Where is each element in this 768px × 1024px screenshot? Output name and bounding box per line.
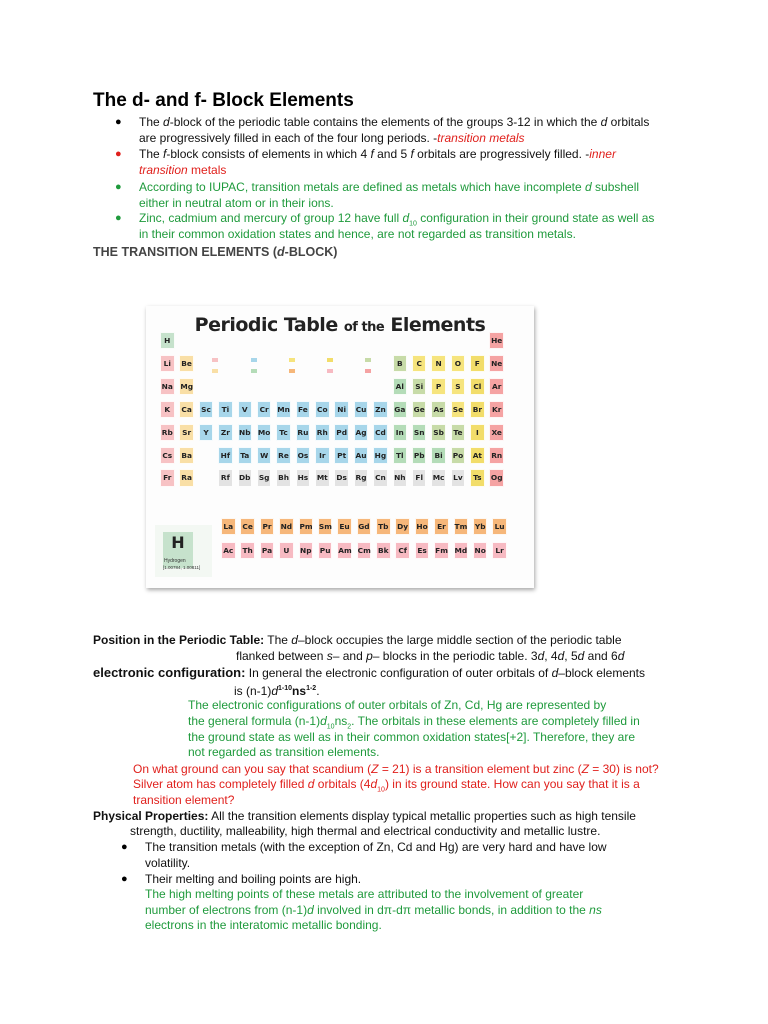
element-cell-sb: Sb xyxy=(431,424,446,441)
element-cell-sc: Sc xyxy=(199,401,214,418)
text-segment: d xyxy=(307,777,315,791)
element-cell-sm: Sm xyxy=(318,518,333,535)
element-cell-fr: Fr xyxy=(160,469,175,486)
question-line3: transition element? xyxy=(133,793,235,807)
element-cell-be: Be xyxy=(179,355,194,372)
bullet-text-segment: and 5 xyxy=(373,147,411,161)
green-paragraph-line1: The electronic configurations of outer orbitals of Zn, Cd, Hg are represented by xyxy=(188,698,607,712)
position-label: Position in the Periodic Table: xyxy=(93,633,265,647)
element-cell-ca: Ca xyxy=(179,401,194,418)
element-cell-mn: Mn xyxy=(276,401,291,418)
bullet-text-segment: f xyxy=(370,147,374,161)
formula-ns: ns xyxy=(292,684,307,698)
legend-swatch xyxy=(212,358,218,362)
element-cell-rg: Rg xyxy=(354,469,369,486)
element-cell-cn: Cn xyxy=(373,469,388,486)
element-cell-in: In xyxy=(393,424,408,441)
physical-green-d: d xyxy=(307,903,314,917)
physical-bullet1-line2: volatility. xyxy=(145,856,191,870)
element-cell-as: As xyxy=(431,401,446,418)
bullet-text-segment: orbitals xyxy=(607,115,650,129)
bullet-icon: ● xyxy=(121,873,128,885)
element-cell-nh: Nh xyxy=(393,469,408,486)
element-cell-xe: Xe xyxy=(489,424,504,441)
key-element-name: Hydrogen xyxy=(164,558,186,564)
element-cell-al: Al xyxy=(393,378,408,395)
element-cell-at: At xyxy=(470,447,485,464)
element-cell-f: F xyxy=(470,355,485,372)
pt-title-main: Periodic Table xyxy=(194,314,338,336)
text-segment: orbitals (4 xyxy=(314,777,371,791)
element-cell-kr: Kr xyxy=(489,401,504,418)
element-cell-co: Co xyxy=(315,401,330,418)
physical-green-pre: number of electrons from (n-1) xyxy=(145,903,308,917)
page-title: The d- and f- Block Elements xyxy=(93,90,354,111)
electronic-config-line1 xyxy=(93,665,645,681)
text-segment: d xyxy=(577,649,585,663)
bullet-text-segment: f xyxy=(410,147,414,161)
physical-bullet2: Their melting and boiling points are high. xyxy=(145,872,362,886)
text-segment: , 4 xyxy=(544,649,558,663)
bullet-text-line xyxy=(139,130,525,146)
physical-properties-label: Physical Properties: xyxy=(93,809,209,823)
element-cell-n: N xyxy=(431,355,446,372)
element-cell-pt: Pt xyxy=(334,447,349,464)
element-cell-mo: Mo xyxy=(257,424,272,441)
bullet-text-segment: Zinc, cadmium and mercury of group 12 have full xyxy=(139,211,403,225)
physical-green-line3: electrons in the interatomic metallic bonding. xyxy=(145,918,382,932)
text-segment: On what ground can you say that scandium ( xyxy=(133,762,372,776)
text-segment: s xyxy=(326,649,333,663)
element-cell-sr: Sr xyxy=(179,424,194,441)
element-cell-mt: Mt xyxy=(315,469,330,486)
element-cell-hs: Hs xyxy=(296,469,311,486)
bullet-text-segment: d xyxy=(402,211,410,225)
element-cell-lv: Lv xyxy=(451,469,466,486)
bullet-text-segment: 10 xyxy=(409,220,417,228)
bullet-text-line xyxy=(139,114,649,130)
physical-green-ns: ns xyxy=(589,903,602,917)
element-cell-md: Md xyxy=(454,542,469,559)
text-segment: 10 xyxy=(377,786,385,794)
element-cell-si: Si xyxy=(412,378,427,395)
element-cell-sn: Sn xyxy=(412,424,427,441)
element-cell-cr: Cr xyxy=(257,401,272,418)
element-cell-tb: Tb xyxy=(376,518,391,535)
green-formula-d: d xyxy=(320,714,327,728)
element-cell-pb: Pb xyxy=(412,447,427,464)
bullet-text-line xyxy=(139,195,334,211)
bullet-text-segment: configuration in their ground state as well as xyxy=(416,211,655,225)
text-segment: d xyxy=(557,649,565,663)
element-cell-b: B xyxy=(393,355,408,372)
green-paragraph-line4: not regarded as transition elements. xyxy=(188,745,380,759)
element-cell-ta: Ta xyxy=(238,447,253,464)
element-cell-bi: Bi xyxy=(431,447,446,464)
element-cell-zr: Zr xyxy=(218,424,233,441)
bullet-text-line xyxy=(139,162,226,178)
legend-swatch xyxy=(327,369,333,373)
element-cell-nb: Nb xyxy=(238,424,253,441)
position-text: The xyxy=(264,633,292,647)
bullet-text-segment: metals xyxy=(187,163,227,177)
section-heading-text: THE TRANSITION ELEMENTS ( xyxy=(93,245,278,259)
formula-prefix: is (n-1) xyxy=(234,684,272,698)
element-cell-ru: Ru xyxy=(296,424,311,441)
element-cell-os: Os xyxy=(296,447,311,464)
bullet-icon: ● xyxy=(121,841,128,853)
element-cell-v: V xyxy=(238,401,253,418)
green-formula-ns: ns xyxy=(334,714,348,728)
element-cell-db: Db xyxy=(238,469,253,486)
text-segment: Z xyxy=(371,762,379,776)
formula-sup1: 1-10 xyxy=(278,685,293,692)
bullet-text-segment: are progressively filled in each of the four long periods. - xyxy=(139,131,438,145)
element-cell-ne: Ne xyxy=(489,355,504,372)
element-cell-s: S xyxy=(451,378,466,395)
element-cell-np: Np xyxy=(299,542,314,559)
green-formula-post: . The orbitals in these elements are completely filled in xyxy=(351,714,640,728)
position-text-end: –block occupies the large middle section of the periodic table xyxy=(297,633,622,647)
element-cell-eu: Eu xyxy=(337,518,352,535)
element-cell-i: I xyxy=(470,424,485,441)
element-cell-au: Au xyxy=(354,447,369,464)
electronic-config-italic: d xyxy=(551,666,559,680)
green-paragraph-line2 xyxy=(188,713,640,729)
green-formula-sub2: 2 xyxy=(347,723,352,731)
key-element-mass: [1.00784, 1.00811] xyxy=(163,565,201,570)
element-cell-ar: Ar xyxy=(489,378,504,395)
section-heading-end: -BLOCK) xyxy=(284,245,338,259)
question-line1 xyxy=(133,761,659,777)
element-cell-es: Es xyxy=(415,542,430,559)
green-paragraph-line3: the ground state as well as in their common oxidation states[+2]. Therefore, they are xyxy=(188,730,636,744)
element-cell-br: Br xyxy=(470,401,485,418)
text-segment: Silver atom has completely filled xyxy=(133,777,308,791)
element-cell-cf: Cf xyxy=(395,542,410,559)
element-cell-bk: Bk xyxy=(376,542,391,559)
physical-properties-line2: strength, ductility, malleability, high thermal and electrical conductivity and metallic lustre. xyxy=(130,824,601,838)
position-paragraph-line2 xyxy=(236,648,624,664)
element-cell-lu: Lu xyxy=(492,518,507,535)
legend-swatch xyxy=(327,358,333,362)
physical-bullet1-line1: The transition metals (with the exception of Zn, Cd and Hg) are very hard and have low xyxy=(145,840,607,854)
element-cell-am: Am xyxy=(337,542,352,559)
element-cell-re: Re xyxy=(276,447,291,464)
legend-swatch xyxy=(289,358,295,362)
bullet-text-segment: -block of the periodic table contains the elements of the groups 3-12 in which the xyxy=(169,115,601,129)
element-cell-ts: Ts xyxy=(470,469,485,486)
element-cell-og: Og xyxy=(489,469,504,486)
element-cell-cu: Cu xyxy=(354,401,369,418)
element-cell-tc: Tc xyxy=(276,424,291,441)
text-segment: – blocks in the periodic table. 3 xyxy=(372,649,538,663)
text-segment: p xyxy=(366,649,373,663)
element-cell-h: H xyxy=(160,332,175,349)
bullet-text-segment: either in neutral atom or in their ions. xyxy=(139,196,334,210)
physical-green-mid: involved in dπ-dπ metallic bonds, in addition to the xyxy=(313,903,590,917)
text-segment: , 5 xyxy=(564,649,578,663)
element-cell-ce: Ce xyxy=(240,518,255,535)
text-segment: = 21) is a transition element but zinc ( xyxy=(378,762,582,776)
legend-swatch xyxy=(212,369,218,373)
element-cell-k: K xyxy=(160,401,175,418)
element-cell-ho: Ho xyxy=(415,518,430,535)
legend-swatch xyxy=(251,369,257,373)
text-segment: flanked between xyxy=(236,649,327,663)
bullet-text-segment: inner xyxy=(589,147,616,161)
bullet-text-segment: in their common oxidation states and hence, are not regarded as transition metals. xyxy=(139,227,576,241)
bullet-icon: ● xyxy=(115,148,122,160)
element-cell-ds: Ds xyxy=(334,469,349,486)
element-cell-zn: Zn xyxy=(373,401,388,418)
electronic-config-label: electronic configuration: xyxy=(93,665,246,680)
element-cell-o: O xyxy=(451,355,466,372)
element-cell-c: C xyxy=(412,355,427,372)
element-cell-pm: Pm xyxy=(299,518,314,535)
element-cell-cs: Cs xyxy=(160,447,175,464)
bullet-text-line xyxy=(139,226,576,242)
element-cell-er: Er xyxy=(434,518,449,535)
text-segment: = 30) is not? xyxy=(588,762,659,776)
bullet-text-segment: transition metals xyxy=(437,131,525,145)
element-cell-ra: Ra xyxy=(179,469,194,486)
element-cell-rb: Rb xyxy=(160,424,175,441)
question-line2 xyxy=(133,776,640,792)
element-cell-fm: Fm xyxy=(434,542,449,559)
physical-green-line1: The high melting points of these metals are attributed to the involvement of greater xyxy=(145,887,584,901)
element-cell-no: No xyxy=(473,542,488,559)
element-cell-rh: Rh xyxy=(315,424,330,441)
bullet-text-line xyxy=(139,210,654,226)
element-cell-nd: Nd xyxy=(279,518,294,535)
green-formula-sub: 10 xyxy=(326,723,335,731)
bullet-text-segment: f xyxy=(163,147,167,161)
bullet-icon: ● xyxy=(115,116,122,128)
element-cell-se: Se xyxy=(451,401,466,418)
element-cell-ir: Ir xyxy=(315,447,330,464)
element-cell-ag: Ag xyxy=(354,424,369,441)
bullet-text-segment: transition xyxy=(139,163,188,177)
bullet-text-segment: The xyxy=(139,147,164,161)
element-cell-ac: Ac xyxy=(221,542,236,559)
element-cell-li: Li xyxy=(160,355,175,372)
element-cell-ga: Ga xyxy=(393,401,408,418)
element-cell-sg: Sg xyxy=(257,469,272,486)
element-cell-lr: Lr xyxy=(492,542,507,559)
element-cell-pa: Pa xyxy=(260,542,275,559)
element-cell-tl: Tl xyxy=(393,447,408,464)
bullet-text-segment: -block consists of elements in which 4 xyxy=(166,147,371,161)
text-segment: d xyxy=(537,649,545,663)
periodic-table-image xyxy=(146,306,534,588)
element-cell-p: P xyxy=(431,378,446,395)
element-cell-cl: Cl xyxy=(470,378,485,395)
position-paragraph-line1 xyxy=(93,632,622,648)
text-segment: d xyxy=(617,649,625,663)
legend-swatch xyxy=(365,369,371,373)
element-cell-te: Te xyxy=(451,424,466,441)
element-cell-gd: Gd xyxy=(357,518,372,535)
pt-title-small: of the xyxy=(343,320,385,335)
element-cell-pu: Pu xyxy=(318,542,333,559)
physical-properties-text: All the transition elements display typical metallic properties such as high tensile xyxy=(208,809,636,823)
text-segment: – and xyxy=(332,649,367,663)
bullet-text-segment: subshell xyxy=(591,180,640,194)
text-segment: ) in its ground state. How can you say that it is a xyxy=(384,777,640,791)
bullet-text-segment: d xyxy=(600,115,608,129)
element-cell-bh: Bh xyxy=(276,469,291,486)
element-cell-fl: Fl xyxy=(412,469,427,486)
element-cell-pd: Pd xyxy=(334,424,349,441)
element-cell-hg: Hg xyxy=(373,447,388,464)
bullet-text-segment: According to IUPAC, transition metals are defined as metals which have incomplete xyxy=(139,180,585,194)
element-cell-he: He xyxy=(489,332,504,349)
legend-swatch xyxy=(365,358,371,362)
periodic-table-title xyxy=(146,314,534,336)
bullet-text-segment: The xyxy=(139,115,164,129)
bullet-icon: ● xyxy=(115,212,122,224)
element-cell-ni: Ni xyxy=(334,401,349,418)
green-formula-pre: the general formula (n-1) xyxy=(188,714,321,728)
element-cell-ge: Ge xyxy=(412,401,427,418)
text-segment: and 6 xyxy=(584,649,618,663)
element-cell-ti: Ti xyxy=(218,401,233,418)
position-italic: d xyxy=(291,633,298,647)
element-cell-u: U xyxy=(279,542,294,559)
element-cell-yb: Yb xyxy=(473,518,488,535)
section-heading-italic: d xyxy=(277,245,285,259)
element-cell-la: La xyxy=(221,518,236,535)
element-cell-cd: Cd xyxy=(373,424,388,441)
element-cell-th: Th xyxy=(240,542,255,559)
formula-end: . xyxy=(316,684,320,698)
bullet-text-segment: d xyxy=(163,115,170,129)
pt-title-end: Elements xyxy=(390,314,486,336)
element-cell-na: Na xyxy=(160,378,175,395)
element-cell-hf: Hf xyxy=(218,447,233,464)
electronic-config-text: In general the electronic configuration of outer orbitals of xyxy=(245,666,552,680)
element-cell-rn: Rn xyxy=(489,447,504,464)
section-heading xyxy=(93,244,337,260)
element-cell-fe: Fe xyxy=(296,401,311,418)
bullet-text-line xyxy=(139,179,639,195)
formula-d: d xyxy=(271,684,279,698)
element-cell-mc: Mc xyxy=(431,469,446,486)
key-element-symbol: H xyxy=(163,532,193,568)
text-segment: d xyxy=(370,777,378,791)
element-cell-rf: Rf xyxy=(218,469,233,486)
element-cell-y: Y xyxy=(199,424,214,441)
element-cell-dy: Dy xyxy=(395,518,410,535)
element-cell-pr: Pr xyxy=(260,518,275,535)
electronic-config-text-end: –block elements xyxy=(558,666,645,680)
element-cell-mg: Mg xyxy=(179,378,194,395)
legend-swatch xyxy=(289,369,295,373)
physical-green-line2 xyxy=(145,902,602,918)
formula-sup2: 1-2 xyxy=(306,685,317,692)
element-cell-ba: Ba xyxy=(179,447,194,464)
element-cell-po: Po xyxy=(451,447,466,464)
bullet-text-segment: orbitals are progressively filled. - xyxy=(413,147,590,161)
bullet-icon: ● xyxy=(115,181,122,193)
element-cell-w: W xyxy=(257,447,272,464)
legend-swatch xyxy=(251,358,257,362)
bullet-text-segment: d xyxy=(585,180,592,194)
text-segment: Z xyxy=(581,762,589,776)
element-cell-tm: Tm xyxy=(454,518,469,535)
element-cell-cm: Cm xyxy=(357,542,372,559)
bullet-text-line xyxy=(139,146,616,162)
physical-properties-line1 xyxy=(93,808,636,824)
